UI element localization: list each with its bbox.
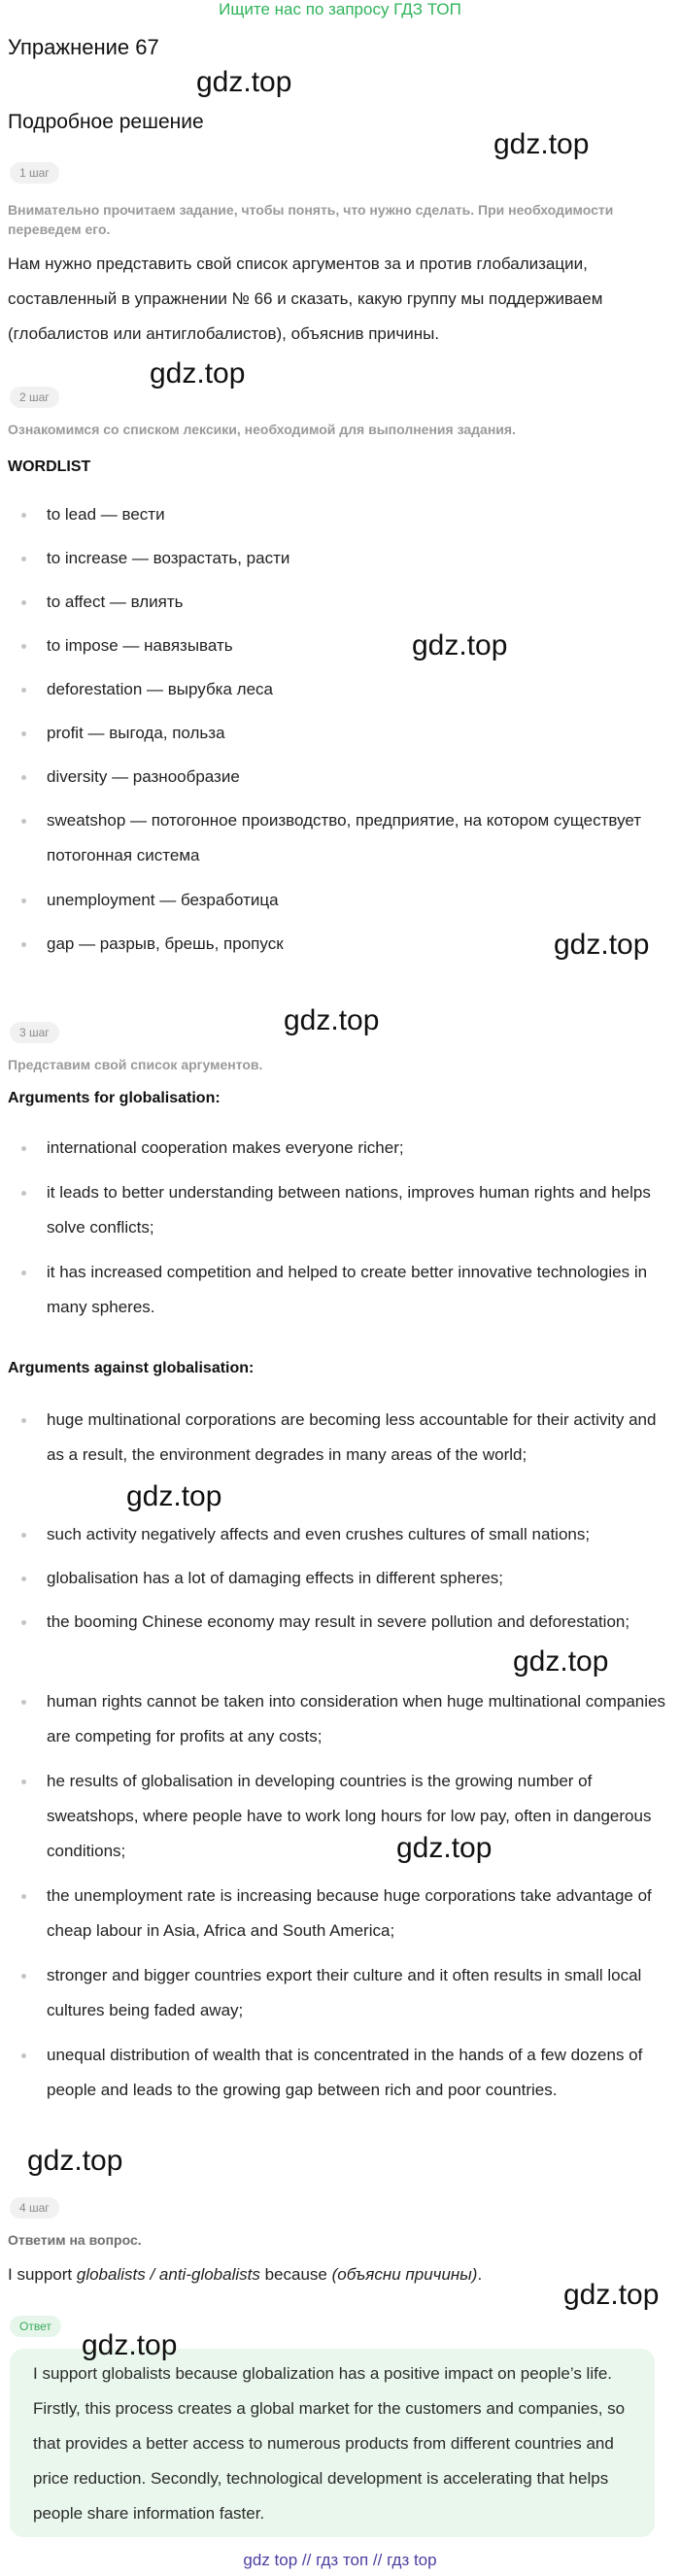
list-item: unemployment — безработица [47,883,668,918]
list-item: to impose — навязывать [47,628,668,663]
watermark: gdz.top [284,1004,380,1036]
list-item: to increase — возрастать, расти [47,541,668,576]
step-note: Ознакомимся со списком лексики, необходимой для выполнения задания. [8,422,516,437]
list-item: unequal distribution of wealth that is concentrated in the hands of a few dozens of people and leads to the growing gap between rich and poor countries. [47,2038,668,2108]
list-item: sweatshop — потогонное производство, предприятие, на котором существует потогонная система [47,803,668,873]
list-item: deforestation — вырубка леса [47,672,668,707]
page-title: Упражнение 67 [8,35,159,59]
watermark: gdz.top [150,357,246,390]
watermark: gdz.top [27,2145,123,2177]
answer-text: I support globalists because globalization has a positive impact on people’s life. Firstly, this process creates a global market for the customers and companies, so that provides a better access to numerous products from different countries and price reduction. Secondly, technological development is accelerating that helps people share information faster. [33,2364,626,2523]
list-item: gap — разрыв, брешь, пропуск [47,927,668,962]
list-item: to lead — вести [47,497,668,532]
answer-template: I support globalists / anti-globalists because (объясни причины). [8,2265,483,2284]
list-item: such activity negatively affects and even crushes cultures of small nations; [47,1517,668,1552]
list-item: it has increased competition and helped to create better innovative technologies in many spheres. [47,1255,668,1325]
watermark: gdz.top [554,929,650,961]
watermark: gdz.top [412,629,508,661]
answer-box [10,2349,655,2537]
footer-links[interactable]: gdz top // гдз топ // гдз top [243,2551,437,2569]
watermark: gdz.top [513,1645,609,1678]
step-note: Ответим на вопрос. [8,2232,142,2248]
step-badge: 4 шаг [10,2197,59,2219]
list-item: international cooperation makes everyone richer; [47,1131,668,1166]
step-text: Нам нужно представить свой список аргументов за и против глобализации, составленный в упражнении № 66 и сказать, какую группу мы поддерживаем (глобалистов или антиглобалистов), объяснив причины. [8,254,603,343]
step-note: Представим свой список аргументов. [8,1057,263,1072]
arguments-for-heading: Arguments for globalisation: [8,1090,221,1106]
step-badge: 1 шаг [10,162,59,184]
watermark: gdz.top [82,2329,178,2361]
list-item: globalisation has a lot of damaging effects in different spheres; [47,1561,668,1596]
watermark: gdz.top [196,66,292,98]
watermark: gdz.top [563,2279,660,2311]
answer-tag: Ответ [10,2316,61,2337]
watermark: gdz.top [493,128,590,160]
list-item: huge multinational corporations are becoming less accountable for their activity and as a result, the environment degrades in many areas of the world; [47,1403,668,1473]
arguments-against-heading: Arguments against globalisation: [8,1360,255,1376]
watermark: gdz.top [126,1480,222,1512]
list-item: diversity — разнообразие [47,760,668,795]
step-badge: 3 шаг [10,1022,59,1043]
search-hint-link[interactable]: Ищите нас по запросу ГДЗ ТОП [219,0,461,18]
wordlist-heading: WORDLIST [8,458,91,475]
list-item: the booming Chinese economy may result in severe pollution and deforestation; [47,1605,668,1640]
solution-heading: Подробное решение [8,111,204,133]
list-item: it leads to better understanding between nations, improves human rights and helps solve conflicts; [47,1175,668,1245]
step-note: Внимательно прочитаем задание, чтобы понять, что нужно сделать. При необходимости переведем его. [8,202,614,237]
list-item: profit — выгода, польза [47,716,668,751]
list-item: he results of globalisation in developing countries is the growing number of sweatshops, where people have to work long hours for low pay, often in dangerous conditions; [47,1764,668,1869]
list-item: human rights cannot be taken into consideration when huge multinational companies are competing for profits at any costs; [47,1684,668,1754]
list-item: the unemployment rate is increasing because huge corporations take advantage of cheap labour in Asia, Africa and South America; [47,1879,668,1949]
step-badge: 2 шаг [10,387,59,408]
watermark: gdz.top [396,1832,493,1864]
list-item: stronger and bigger countries export their culture and it often results in small local cultures being faded away; [47,1958,668,2028]
list-item: to affect — влиять [47,585,668,620]
